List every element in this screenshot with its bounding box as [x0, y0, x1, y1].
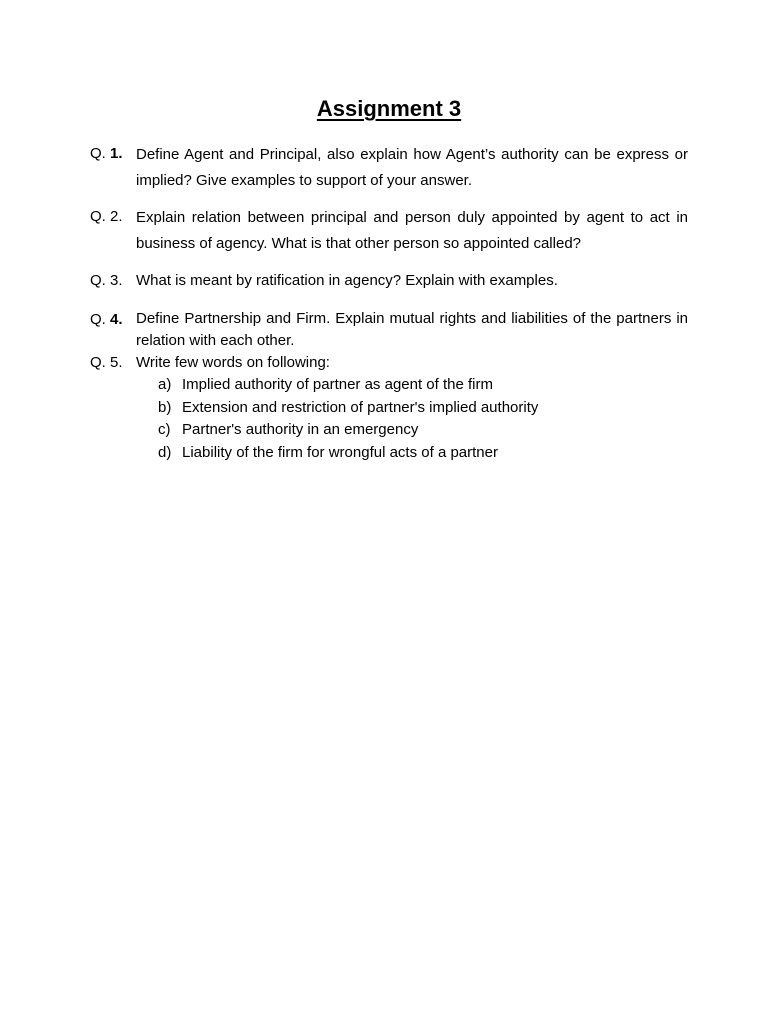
- list-item-text: Implied authority of partner as agent of the firm: [182, 376, 493, 393]
- list-item: [158, 419, 678, 442]
- list-item-letter: d): [158, 443, 172, 461]
- question-text: Define Agent and Principal, also explain how Agent’s authority can be express or implied? Give examples to support of your answer.: [136, 146, 688, 189]
- question-number: Q. 5.: [90, 354, 123, 371]
- question-text: Write few words on following:: [136, 354, 330, 371]
- question-text: Define Partnership and Firm. Explain mutual rights and liabilities of the partners in relation with each other.: [136, 310, 688, 349]
- question-5: [90, 352, 690, 374]
- page-title: Assignment 3: [316, 96, 462, 121]
- question-3: [90, 269, 690, 293]
- list-item-letter: c): [158, 421, 171, 438]
- question-text: What is meant by ratification in agency? Explain with examples.: [136, 272, 558, 289]
- list-item-text: Partner's authority in an emergency: [182, 421, 419, 438]
- question-number: Q. 2.: [90, 208, 123, 225]
- list-item-letter: a): [158, 376, 172, 393]
- list-item: [158, 374, 678, 397]
- list-item: [158, 397, 678, 420]
- list-item-letter: b): [158, 398, 172, 416]
- question-4: [90, 308, 690, 352]
- sub-item-list: [158, 374, 678, 464]
- question-number: Q. 1.: [90, 145, 123, 162]
- list-item-text: Liability of the firm for wrongful acts of a partner: [182, 443, 498, 461]
- question-number: Q. 3.: [90, 272, 123, 289]
- question-number: Q. 4.: [90, 311, 123, 328]
- question-2: [90, 205, 690, 257]
- list-item-text: Extension and restriction of partner's implied authority: [182, 398, 539, 416]
- list-item: [158, 442, 678, 465]
- question-1: [90, 142, 690, 194]
- question-text: Explain relation between principal and person duly appointed by agent to act in business of agency. What is that other person so appointed called?: [136, 209, 688, 252]
